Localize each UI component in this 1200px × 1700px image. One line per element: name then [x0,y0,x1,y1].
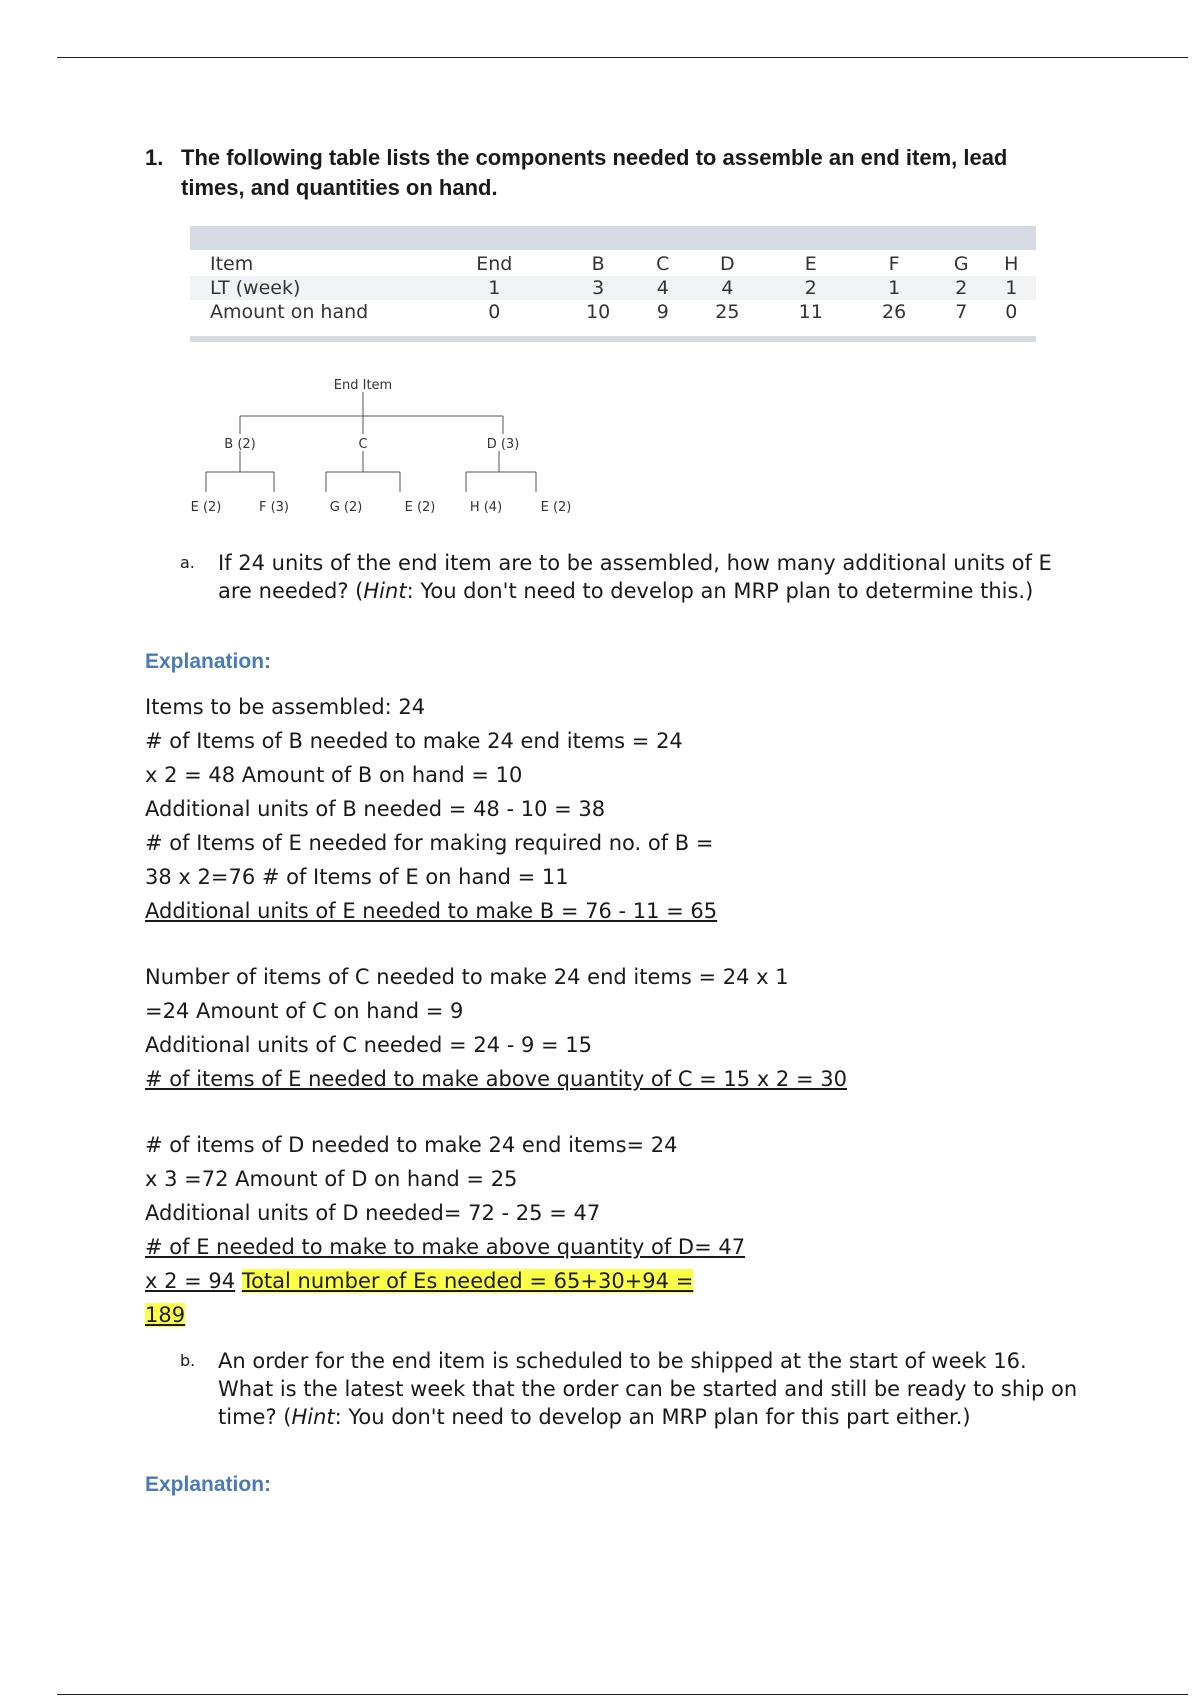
tree-node-d: D (3) [486,437,520,452]
question-number: 1. [145,145,164,170]
table-cell: 2 [936,276,987,300]
table-cell: 3 [557,276,640,300]
part-b-text [180,1347,1080,1431]
part-b-letter: b. [180,1351,196,1370]
table-cell: 7 [955,301,968,323]
tree-node-root: End Item [333,378,393,393]
c-result-underlined: # of items of E needed to make above quantity of C = 15 x 2 = 30 [145,1067,847,1091]
solution-line: x 2 = 48 Amount of B on hand = 10 [145,763,523,787]
solution-line [145,894,1045,928]
table-cell: C [656,253,670,275]
solution-line [145,1062,1045,1096]
table-row [190,252,1036,276]
question-text: The following table lists the components needed to assemble an end item, lead times, and quantities on hand. [181,145,1008,200]
table-cell: 1 [432,276,557,300]
part-b-text-end: : You don't need to develop an MRP plan for this part either.) [334,1405,971,1429]
solution-line: # of Items of B needed to make 24 end items = 24 [145,729,683,753]
table-cell: 11 [798,301,823,323]
table-cell: 1 [987,276,1036,300]
table-cell: 10 [586,301,611,323]
solution-line: Additional units of D needed= 72 - 25 = 47 [145,1201,601,1225]
table-cell: H [1004,253,1019,275]
b-result-underlined: Additional units of E needed to make B = 76 - 11 = 65 [145,899,718,923]
table-cell: 4 [640,276,686,300]
part-a-hint-label: Hint [363,579,407,603]
part-a-text-start: If 24 units of the end item are to be assembled, how many additional units of E are needed? ( [218,551,1052,603]
part-b-text-start: An order for the end item is scheduled to be shipped at the start of week 16. What is the latest week that the order can be started and still be ready to ship on time? ( [218,1349,1078,1429]
tree-node-b: B (2) [224,437,256,452]
solution-line: Items to be assembled: 24 [145,695,426,719]
table-cell: 0 [1005,301,1018,323]
solution-line: Number of items of C needed to make 24 end items = 24 x 1 [145,965,789,989]
table-cell: 4 [686,276,769,300]
table-row [190,276,1036,300]
tree-node-e-under-d: E (2) [540,500,572,515]
d-result-underlined: # of E needed to make to make above quantity of D= 47 [145,1235,746,1259]
solution-line [145,1230,1045,1264]
table-cell: 9 [656,301,669,323]
solution-line: # of Items of E needed for making required no. of B = [145,831,714,855]
tree-node-h: H (4) [469,500,503,515]
component-table-grid [190,252,1036,324]
solution-line: # of items of D needed to make 24 end items= 24 [145,1133,678,1157]
table-bottom-band [190,336,1036,342]
table-top-band [190,226,1036,250]
question-heading [145,143,1015,203]
part-a-text-end: : You don't need to develop an MRP plan to determine this.) [406,579,1034,603]
tree-node-g: G (2) [329,500,363,515]
part-b-question [180,1347,1080,1431]
solution-line: =24 Amount of C on hand = 9 [145,999,464,1023]
part-a-solution [145,690,1045,1332]
tree-node-c: C [358,437,368,452]
solution-line [145,1298,1045,1332]
part-a-text [180,549,1080,605]
part-a-letter: a. [180,553,195,572]
table-row-label: Amount on hand [210,301,369,323]
table-cell: End [476,253,513,275]
spacer [145,1096,1045,1128]
bottom-rule [57,1694,1188,1695]
solution-line [145,1264,1045,1298]
solution-line: Additional units of B needed = 48 - 10 = 38 [145,797,606,821]
total-answer: 189 [145,1303,186,1327]
part-b-hint-label: Hint [291,1405,335,1429]
product-structure-tree [190,376,610,526]
solution-line: Additional units of C needed = 24 - 9 = 15 [145,1033,593,1057]
component-table [190,226,1036,342]
table-cell: 26 [882,301,907,323]
table-row [190,300,1036,324]
table-cell: 2 [769,276,852,300]
table-cell: G [953,253,969,275]
solution-line: 38 x 2=76 # of Items of E on hand = 11 [145,865,569,889]
d-result-continued: x 2 = 94 [145,1269,236,1293]
top-rule [57,57,1188,58]
table-cell: E [804,253,817,275]
table-cell: 0 [488,301,501,323]
part-a-question [180,549,1080,605]
tree-diagram [190,376,610,526]
solution-line: x 3 =72 Amount of D on hand = 25 [145,1167,518,1191]
table-cell: B [591,253,605,275]
total-highlight: Total number of Es needed = 65+30+94 = [241,1269,694,1293]
table-cell: 25 [715,301,740,323]
table-row-label: LT (week) [190,276,432,300]
spacer [145,928,1045,960]
tree-node-f: F (3) [258,500,290,515]
table-cell: 1 [852,276,935,300]
explanation-label-b: Explanation: [145,1473,272,1496]
table-cell: D [720,253,735,275]
tree-node-e-under-c: E (2) [404,500,436,515]
explanation-label-a: Explanation: [145,650,272,673]
table-row-label: Item [210,253,254,275]
table-cell: F [888,253,900,275]
tree-node-e-under-b: E (2) [190,500,222,515]
